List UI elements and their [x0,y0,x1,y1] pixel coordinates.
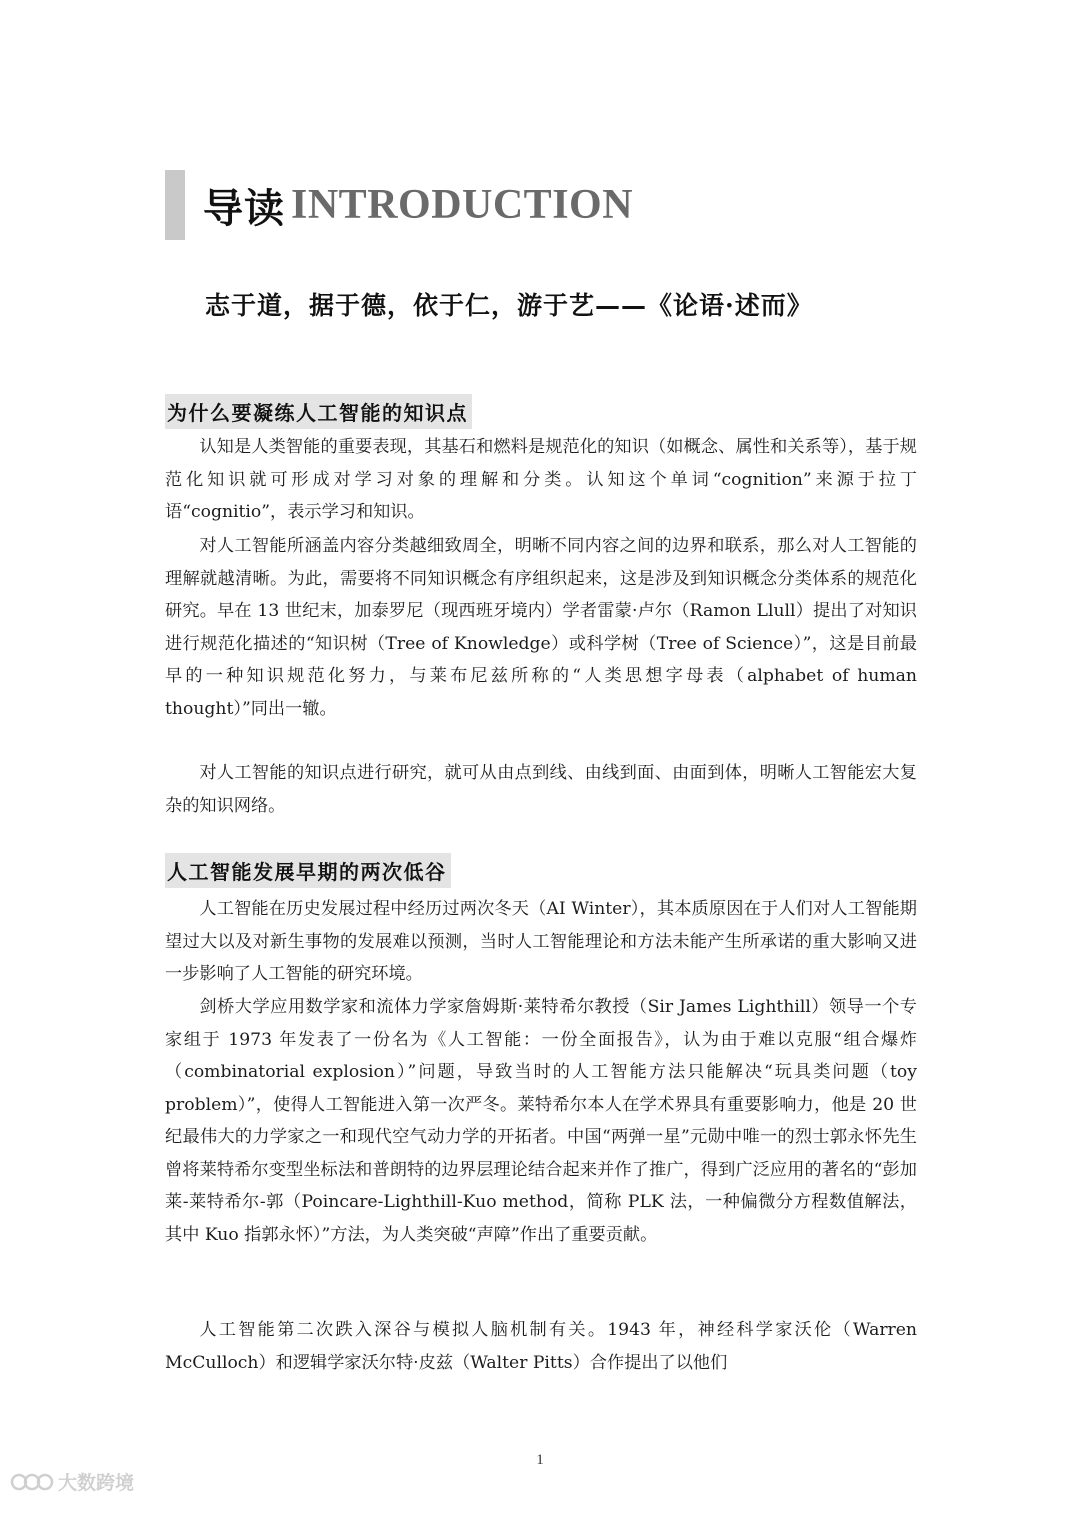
paragraph: 剑桥大学应用数学家和流体力学家詹姆斯·莱特希尔教授（Sir James Lighthill）领导一个专家组于 1973 年发表了一份名为《人工智能：一份全面报告》，认为由于难以克服“组合爆炸（combinatorial explosion）”问题，导致当时的人工智能方法只能解决“玩具类问题（toy problem）”，使得人工智能进入第一次严冬。莱特希尔本人在学术界具有重要影响力，他是 20 世纪最伟大的力学家之一和现代空气动力学的开拓者。中国“两弹一星”元勋中唯一的烈士郭永怀先生曾将莱特希尔变型坐标法和普朗特的边界层理论结合起来并作了推广，得到广泛应用的著名的“彭加莱-莱特希尔-郭（Poincare-Lighthill-Kuo method，简称 PLK 法，一种偏微分方程数值解法，其中 Kuo 指郭永怀）”方法，为人类突破“声障”作出了重要贡献。 [165,997,917,1245]
paragraph: 对人工智能所涵盖内容分类越细致周全，明晰不同内容之间的边界和联系，那么对人工智能的理解就越清晰。为此，需要将不同知识概念有序组织起来，这是涉及到知识概念分类体系的规范化研究。早在 13 世纪末，加泰罗尼（现西班牙境内）学者雷蒙·卢尔（Ramon Llull）提出了对知识进行规范化描述的“知识树（Tree of Knowledge）或科学树（Tree of Science）”，这是目前最早的一种知识规范化努力，与莱布尼兹所称的“人类思想字母表（alphabet of human thought）”同出一辙。 [165,536,917,719]
watermark-text: 大数跨境 [58,1472,135,1494]
paragraph: 对人工智能的知识点进行研究，就可从由点到线、由线到面、由面到体，明晰人工智能宏大复杂的知识网络。 [165,763,917,816]
chapter-title [165,170,633,240]
watermark-logo-icon [10,1471,54,1493]
page-number: 1 [536,1452,544,1468]
epigraph: 志于道，据于德，依于仁，游于艺——《论语·述而》 [205,291,813,320]
paragraph: 认知是人类智能的重要表现，其基石和燃料是规范化的知识（如概念、属性和关系等），基于规范化知识就可形成对学习对象的理解和分类。认知这个单词“cognition”来源于拉丁语“cognitio”，表示学习和知识。 [165,437,917,522]
title-english: INTRODUCTION [291,182,634,228]
paragraph: 人工智能在历史发展过程中经历过两次冬天（AI Winter），其本质原因在于人们对人工智能期望过大以及对新生事物的发展难以预测，当时人工智能理论和方法未能产生所承诺的重大影响又进一步影响了人工智能的研究环境。 [165,899,917,984]
section-heading-2: 人工智能发展早期的两次低谷 [165,853,451,888]
title-accent-bar [165,170,185,240]
title-chinese: 导读 [203,185,285,232]
paragraph: 人工智能第二次跌入深谷与模拟人脑机制有关。1943 年，神经科学家沃伦（Warren McCulloch）和逻辑学家沃尔特·皮兹（Walter Pitts）合作提出了以他们 [165,1320,917,1373]
section-heading-1: 为什么要凝练人工智能的知识点 [165,394,472,429]
watermark [10,1468,134,1495]
